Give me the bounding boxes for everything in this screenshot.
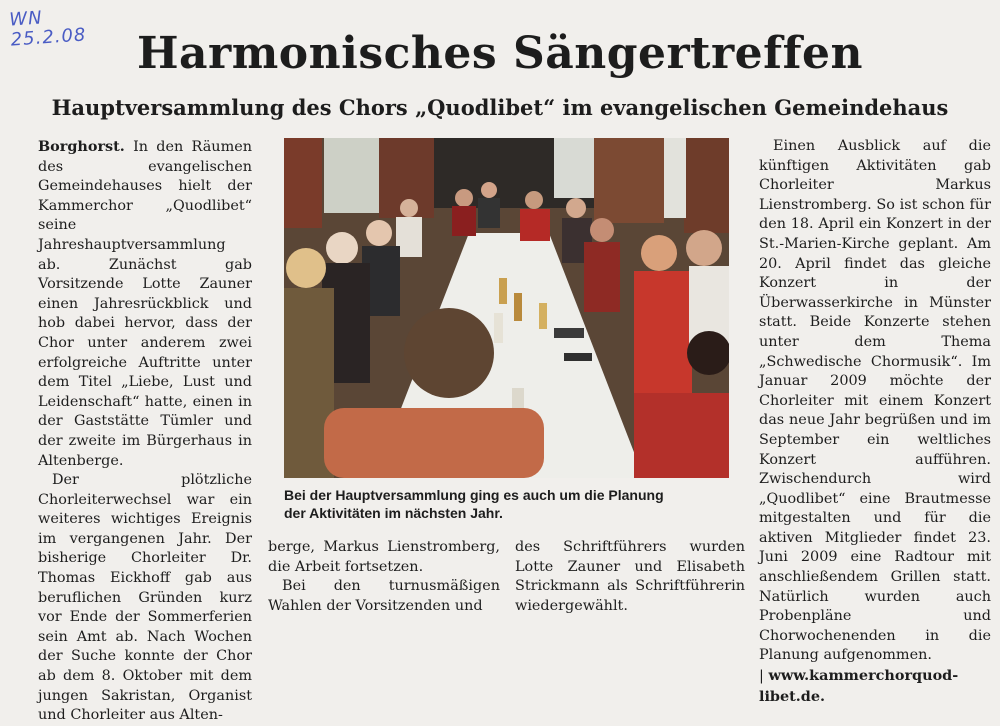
article-column-3	[515, 538, 745, 616]
bottle-4	[539, 303, 547, 329]
article-column-4	[759, 137, 991, 706]
website-link[interactable]	[759, 667, 991, 706]
article-subheadline: Hauptversammlung des Chors „Quodlibet“ im evangelischen Gemeindehaus	[51, 95, 949, 120]
folder-on-table	[564, 353, 592, 361]
article-column-2	[268, 538, 500, 616]
person-front-left-head	[286, 248, 326, 288]
website-reference	[759, 666, 991, 706]
person-left-2-head	[366, 220, 392, 246]
person-right-1-body	[584, 242, 620, 312]
front-man-body	[324, 408, 544, 478]
website-link-part-2: libet.de.	[759, 687, 826, 705]
handnote-source: WN	[8, 7, 44, 31]
paragraph-5: des Schriftführers wurden Lotte Zauner und Elisabeth Strickmann als Schriftführerin wiedergewählt.	[515, 539, 745, 614]
window-right	[554, 138, 594, 198]
bottle-2	[514, 293, 522, 321]
person-bg-2-body	[478, 198, 500, 228]
person-bg-3-head	[525, 191, 543, 209]
person-bg-5-head	[566, 198, 586, 218]
bottle-3	[494, 313, 503, 343]
photo-illustration	[284, 138, 729, 478]
person-bg-1-body	[452, 206, 476, 236]
website-link-part-1: www.kammerchorquod-	[768, 667, 959, 685]
curtain-right	[684, 138, 729, 233]
caption-line-1: Bei der Hauptversammlung ging es auch um die Planung	[284, 487, 664, 503]
paragraph-4: Bei den turnusmäßigen Wahlen der Vorsitzenden und	[268, 578, 500, 614]
paragraph-1-text: In den Räumen des evangelischen Gemeindehauses hielt der Kammerchor „Quodlibet“ seine Jahreshauptversammlung ab. Zunächst gab Vorsitzende Lotte Zauner einen Jahresrückblick und hob dabei hervor, dass der Chor unter anderem zwei erfolgreiche Auftritte unter dem Titel „Liebe, Lust und Leidenschaft“ hatte, einen in der Gaststätte Tümler und der zweite im Bürgerhaus in Altenberge.	[38, 139, 252, 469]
paragraph-1	[38, 137, 252, 471]
front-man-head	[404, 308, 494, 398]
handnote-date: 25.2.08	[10, 24, 88, 51]
window-left	[324, 138, 379, 213]
article-headline: Harmonisches Sängertreffen	[136, 28, 864, 79]
bottle-1	[499, 278, 507, 304]
person-front-right-head	[687, 331, 729, 375]
paragraph-3: berge, Markus Lienstromberg, die Arbeit fortsetzen.	[268, 539, 500, 575]
person-right-3-head	[686, 230, 722, 266]
person-bg-4-head	[400, 199, 418, 217]
link-prefix: |	[759, 668, 764, 685]
person-right-2-body	[634, 271, 692, 406]
paragraph-2: Der plötzliche Chorleiterwechsel war ein weiteres wichtiges Ereignis im vergangenen Jahr. Der bisherige Chorleiter Dr. Thomas Eickhoff gab aus beruflichen Gründen kurz vor Ende der Sommerferien sein Amt ab. Nach Wochen der Suche konnte der Chor ab dem 8. Oktober mit dem jungen Sakristan, Organist und Chorleiter aus Alten-	[38, 472, 252, 724]
person-right-2-head	[641, 235, 677, 271]
caption-line-2: der Aktivitäten im nächsten Jahr.	[284, 505, 503, 521]
dateline: Borghorst.	[38, 138, 125, 155]
person-bg-2-head	[481, 182, 497, 198]
choir-meeting-photo	[284, 138, 729, 478]
person-front-right-body	[634, 393, 729, 478]
person-bg-3-body	[520, 209, 550, 241]
book-on-table	[554, 328, 584, 338]
paragraph-6: Einen Ausblick auf die künftigen Aktivitäten gab Chorleiter Markus Lienstromberg. So ist schon für den 18. April ein Konzert in der St.-Marien-Kirche geplant. Am 20. April findet das gleiche Konzert in der Überwasserkirche in Münster statt. Beide Konzerte stehen unter dem Thema „Schwedische Chormusik“. Im Januar 2009 möchte der Chorleiter mit einem Konzert das neue Jahr begrüßen und im September ein weltliches Konzert aufführen. Zwischendurch wird „Quodlibet“ eine Brautmesse mitgestalten und für die aktiven Mitglieder findet 23. Juni 2009 eine Radtour mit anschließendem Grillen statt. Natürlich wurden auch Probenpläne und Chorwochenenden in die Planung aufgenommen.	[759, 138, 991, 664]
photo-caption	[284, 486, 744, 522]
person-left-1-head	[326, 232, 358, 264]
curtain-mid-right	[594, 138, 664, 223]
article-column-1	[38, 137, 252, 726]
window-far-right	[664, 138, 686, 218]
person-right-1-head	[590, 218, 614, 242]
curtain-left	[284, 138, 322, 228]
person-bg-1-head	[455, 189, 473, 207]
